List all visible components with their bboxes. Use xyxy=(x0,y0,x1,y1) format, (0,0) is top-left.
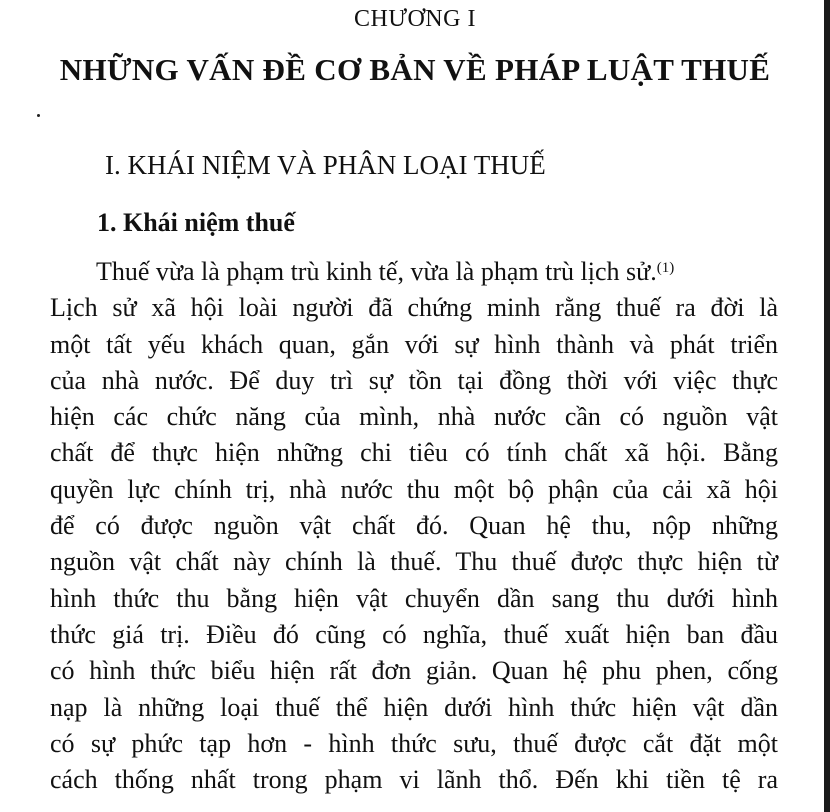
scan-edge-shadow xyxy=(824,0,830,812)
section-heading: I. KHÁI NIỆM VÀ PHÂN LOẠI THUẾ xyxy=(105,150,546,180)
body-line: nguồn vật chất này chính là thuế. Thu thuế được thực hiện từ xyxy=(50,547,778,577)
body-line: của nhà nước. Để duy trì sự tồn tại đồng thời với việc thực xyxy=(50,365,778,395)
body-line: có hình thức biểu hiện rất đơn giản. Quan hệ phu phen, cống xyxy=(50,656,778,686)
subsection-heading: 1. Khái niệm thuế xyxy=(97,208,295,237)
body-line: Lịch sử xã hội loài người đã chứng minh rằng thuế ra đời là xyxy=(50,293,778,323)
scan-speck xyxy=(37,114,40,117)
body-line: thức giá trị. Điều đó cũng có nghĩa, thuế xuất hiện ban đầu xyxy=(50,619,778,649)
chapter-title: NHỮNG VẤN ĐỀ CƠ BẢN VỀ PHÁP LUẬT THUẾ xyxy=(59,52,771,87)
body-line: một tất yếu khách quan, gắn với sự hình thành và phát triển xyxy=(50,329,778,359)
footnote-marker: (1) xyxy=(656,260,675,276)
body-paragraph xyxy=(50,254,778,798)
body-line: nạp là những loại thuế thể hiện dưới hình thức hiện vật dần xyxy=(50,692,778,722)
body-line: quyền lực chính trị, nhà nước thu một bộ phận của cải xã hội xyxy=(50,474,778,504)
body-line-text: Thuế vừa là phạm trù kinh tế, vừa là phạm trù lịch sử. xyxy=(96,257,657,286)
body-line: hình thức thu bằng hiện vật chuyển dần sang thu dưới hình xyxy=(50,583,778,613)
body-line: có sự phức tạp hơn - hình thức sưu, thuế được cắt đặt một xyxy=(50,728,778,758)
body-line: chất để thực hiện những chi tiêu có tính chất xã hội. Bằng xyxy=(50,438,778,468)
body-line: hiện các chức năng của mình, nhà nước cần có nguồn vật xyxy=(50,402,778,432)
chapter-label: CHƯƠNG I xyxy=(354,6,476,32)
body-line xyxy=(50,254,778,290)
body-line: cách thống nhất trong phạm vi lãnh thổ. Đến khi tiền tệ ra xyxy=(50,765,778,795)
body-line: để có được nguồn vật chất đó. Quan hệ thu, nộp những xyxy=(50,511,778,541)
